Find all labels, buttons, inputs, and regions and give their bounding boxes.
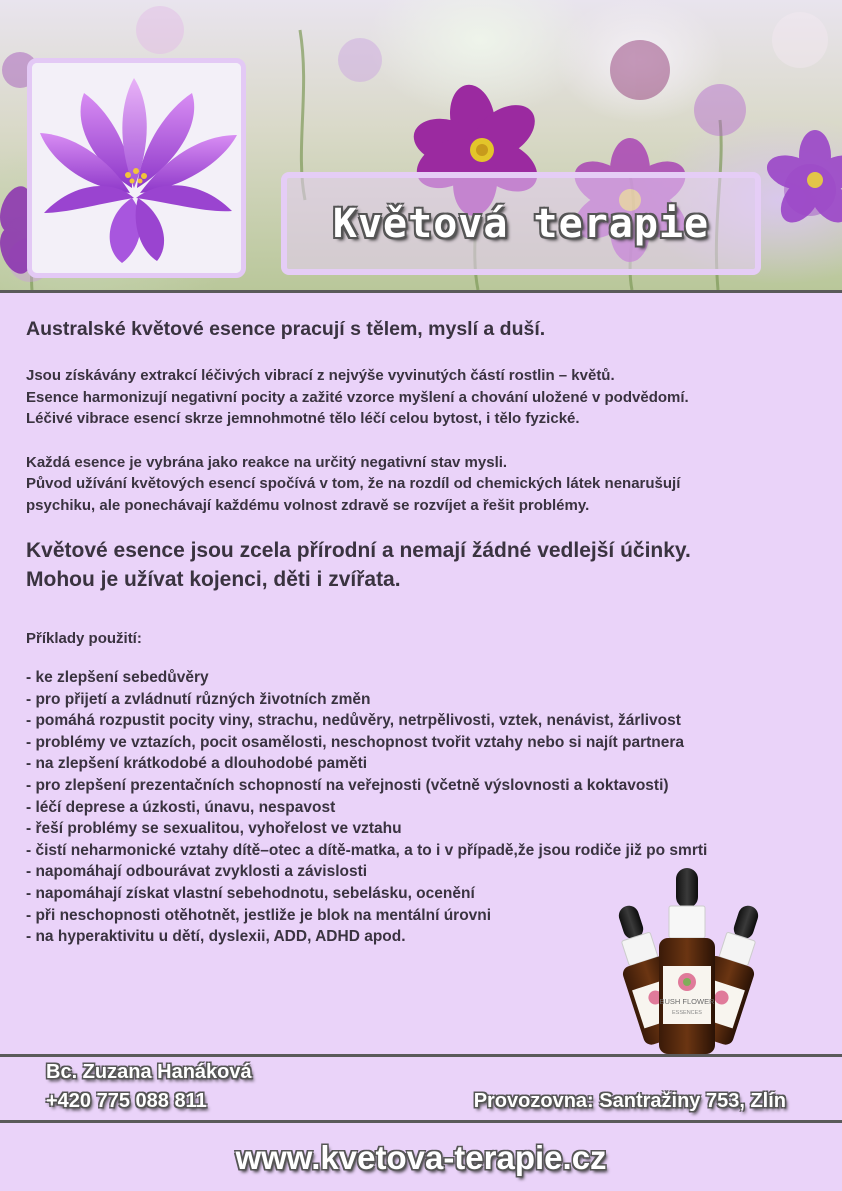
headline xyxy=(26,536,826,594)
example-item: - ke zlepšení sebedůvěry xyxy=(26,669,209,686)
website-link[interactable]: www.kvetova-terapie.cz xyxy=(235,1139,607,1176)
example-item: - na hyperaktivitu u dětí, dyslexii, ADD, ADHD apod. xyxy=(26,928,406,946)
title-box xyxy=(281,172,761,275)
lotus-flower-icon xyxy=(32,63,241,273)
example-item: - řeší problémy se sexualitou, vyhořelost ve vztahu xyxy=(26,820,402,838)
paragraph-1 xyxy=(26,365,826,430)
paragraph-1-line: Léčivé vibrace esencí skrze jemnohmotné tělo léčí celou bytost, i tělo fyzické. xyxy=(26,410,580,427)
paragraph-2-line: Každá esence je vybrána jako reakce na určitý negativní stav mysli. xyxy=(26,453,508,471)
example-item: - při neschopnosti otěhotnět, jestliže je blok na mentální úrovni xyxy=(26,906,492,924)
bottle-label-brand: BUSH FLOWER xyxy=(659,997,715,1006)
headline-line: Mohou je užívat kojenci, děti i zvířata. xyxy=(26,568,401,591)
example-item: - čistí neharmonické vztahy dítě–otec a dítě-matka, a to i v případě,že jsou rodiče již po smrti xyxy=(26,841,708,859)
footer-divider-top xyxy=(0,1054,842,1057)
example-item: - léčí deprese a úzkosti, únavu, nespavost xyxy=(26,798,336,816)
footer-divider-bottom xyxy=(0,1120,842,1123)
page-title: Květová terapie xyxy=(332,200,710,247)
contact-phone[interactable]: +420 775 088 811 xyxy=(46,1090,207,1112)
example-item: - napomáhají získat vlastní sebehodnotu, sebelásku, ocenění xyxy=(26,884,475,902)
example-item: - problémy ve vztazích, pocit osamělosti, neschopnost tvořit vztahy nebo si najít partnera xyxy=(26,733,685,751)
paragraph-2-line: psychiku, ale ponechávají každému volnost zdravě se rozvíjet a řešit problémy. xyxy=(26,496,590,514)
header-banner xyxy=(0,0,842,290)
examples-heading: Příklady použití: xyxy=(26,630,142,647)
paragraph-2 xyxy=(26,452,826,517)
contact-name: Bc. Zuzana Hanáková xyxy=(46,1061,252,1083)
example-item: - na zlepšení krátkodobé a dlouhodobé paměti xyxy=(26,755,368,773)
example-item: - pro přijetí a zvládnutí různých životních změn xyxy=(26,690,371,708)
business-address: Provozovna: Santražiny 753, Zlín xyxy=(473,1090,786,1112)
paragraph-2-line: Původ užívání květových esencí spočívá v tom, že na rozdíl od chemických látek nenarušují xyxy=(26,475,681,492)
bottles-illustration xyxy=(592,862,782,1057)
lead-sentence: Australské květové esence pracují s tělem, myslí a duší. xyxy=(26,318,546,340)
paragraph-1-line: Jsou získávány extrakcí léčivých vibrací z nejvýše vyvinutých částí rostlin – květů. xyxy=(26,367,615,384)
bottle-label-type: ESSENCES xyxy=(672,1010,702,1016)
lotus-picture-frame xyxy=(27,58,246,278)
essence-bottles xyxy=(592,862,782,1062)
example-item: - pomáhá rozpustit pocity viny, strachu, nedůvěry, netrpělivosti, vztek, nenávist, žárlivost xyxy=(26,712,681,730)
main-content xyxy=(26,318,826,948)
example-item: - napomáhají odbourávat zvyklosti a závislosti xyxy=(26,863,368,881)
paragraph-1-line: Esence harmonizují negativní pocity a zažité vzorce myšlení a chování uložené v podvědomí. xyxy=(26,388,689,406)
headline-line: Květové esence jsou zcela přírodní a nemají žádné vedlejší účinky. xyxy=(26,539,691,562)
banner-divider xyxy=(0,290,842,293)
example-item: - pro zlepšení prezentačních schopností na veřejnosti (včetně výslovnosti a koktavosti) xyxy=(26,776,669,794)
